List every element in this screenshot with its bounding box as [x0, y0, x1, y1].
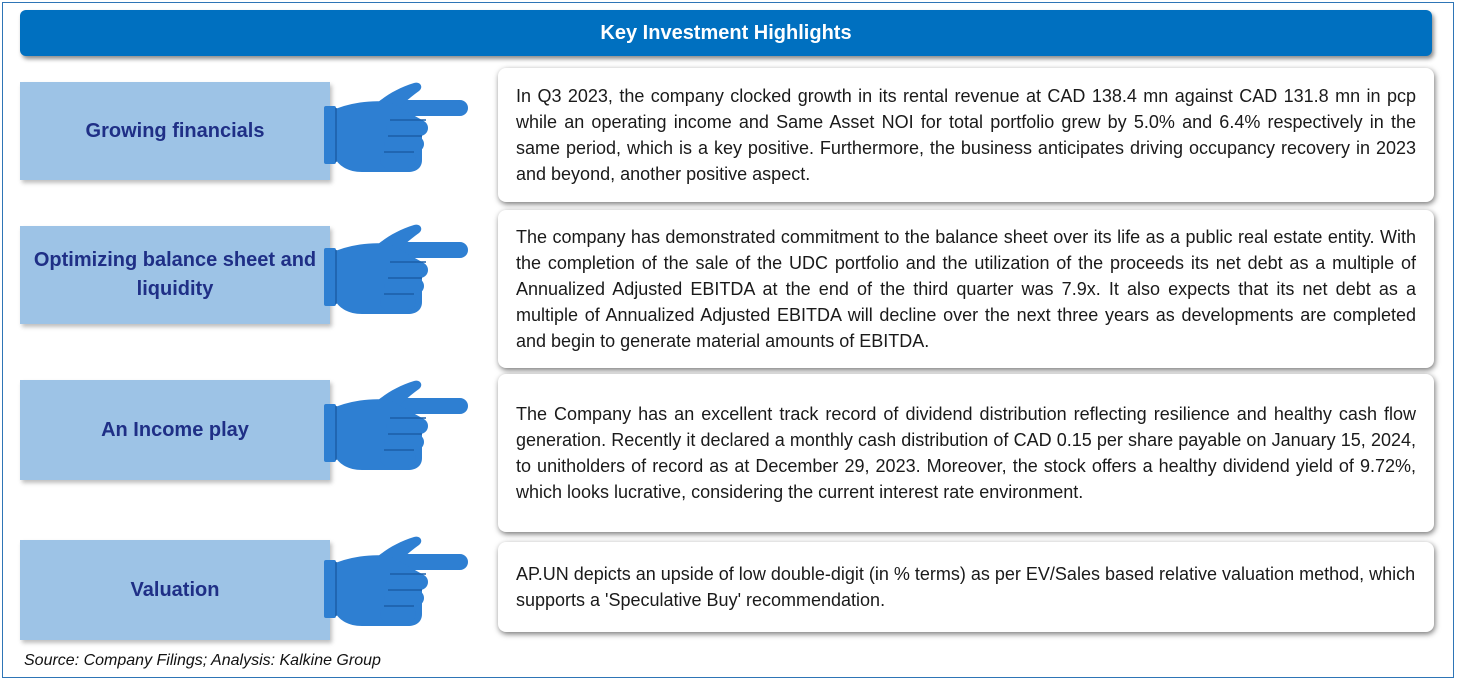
highlight-label-income-play — [20, 380, 330, 480]
highlight-description-income-play — [498, 374, 1434, 532]
highlight-description-valuation — [498, 542, 1434, 632]
highlight-description-balance-sheet — [498, 210, 1434, 368]
highlight-label-valuation — [20, 540, 330, 640]
pointing-hand-icon — [322, 80, 472, 180]
highlight-text: The company has demonstrated commitment to the balance sheet over its life as a public real estate entity. With the completion of the sale of the UDC portfolio and the utilization of the proceeds its net debt as a multiple of Annualized Adjusted EBITDA at the end of the third quarter was 7.9x. It also expects that its net debt as a multiple of Annualized Adjusted EBITDA will decline over the next three years as developments are completed and begin to generate material amounts of EBITDA. — [516, 227, 1416, 351]
pointing-hand-icon — [322, 534, 472, 634]
highlight-label-growing-financials — [20, 82, 330, 180]
highlight-label-text: Optimizing balance sheet and liquidity — [33, 249, 317, 300]
highlight-description-growing-financials — [498, 68, 1434, 202]
highlight-text: In Q3 2023, the company clocked growth in its rental revenue at CAD 138.4 mn against CAD 131.8 mn in pcp while an operating income and Same Asset NOI for total portfolio grew by 5.0% and 6.4% respectively in the same period, which is a key positive. Furthermore, the business anticipates driving occupancy recovery in 2023 and beyond, another positive aspect. — [516, 86, 1416, 184]
highlight-label-text: An Income play — [101, 418, 249, 441]
pointing-hand-icon — [322, 222, 472, 322]
highlight-label-text: Valuation — [130, 578, 220, 601]
source-note: Source: Company Filings; Analysis: Kalkine Group — [24, 652, 381, 669]
highlight-text: The Company has an excellent track record of dividend distribution reflecting resilience and healthy cash flow generation. Recently it declared a monthly cash distribution of CAD 0.15 per share payable on January 15, 2024, to unitholders of record as at December 29, 2023. Moreover, the stock offers a healthy dividend yield of 9.72%, which looks lucrative, considering the current interest rate environment. — [516, 404, 1416, 502]
highlight-label-balance-sheet — [20, 226, 330, 324]
page-title: Key Investment Highlights — [20, 10, 1432, 56]
pointing-hand-icon — [322, 378, 472, 478]
highlight-label-text: Growing financials — [85, 119, 265, 142]
highlight-text: AP.UN depicts an upside of low double-digit (in % terms) as per EV/Sales based relative valuation method, which supports a 'Speculative Buy' recommendation. — [516, 564, 1416, 610]
